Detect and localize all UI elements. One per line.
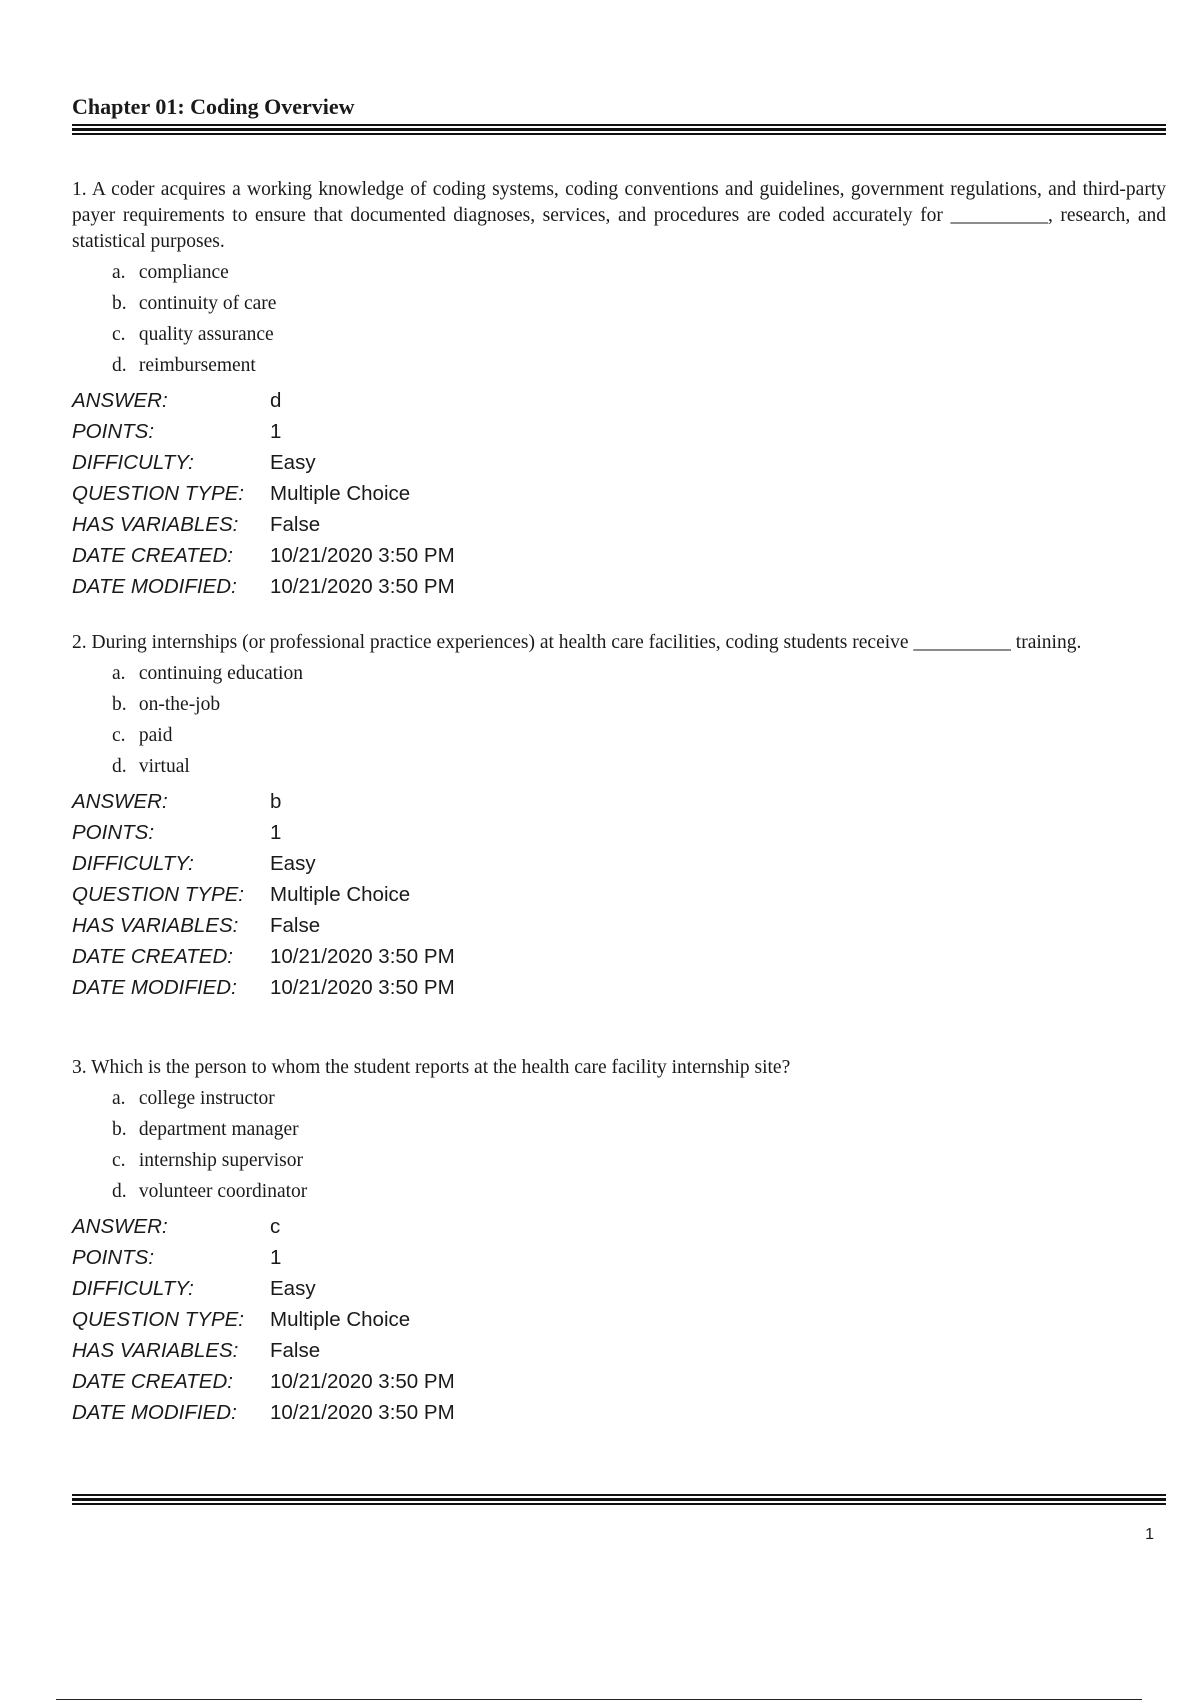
header-rule — [72, 124, 1166, 135]
meta-value: Easy — [270, 1277, 316, 1300]
option-c — [112, 1145, 1166, 1176]
meta-label: DATE CREATED: — [72, 544, 233, 567]
meta-value: Easy — [270, 451, 316, 474]
option-letter: d. — [112, 756, 127, 777]
meta-label: POINTS: — [72, 420, 155, 443]
answer-options — [72, 1083, 1166, 1207]
meta-label: DATE MODIFIED: — [72, 575, 237, 598]
option-letter: d. — [112, 1181, 127, 1202]
meta-value: b — [270, 790, 282, 813]
meta-value: c — [270, 1215, 281, 1238]
option-text: quality assurance — [138, 324, 274, 345]
meta-value: Easy — [270, 852, 316, 875]
option-b — [112, 288, 1166, 319]
meta-difficulty — [72, 848, 1166, 879]
meta-question-type — [72, 879, 1166, 910]
option-text: continuing education — [138, 663, 303, 684]
meta-value: d — [270, 389, 282, 412]
meta-label: POINTS: — [72, 821, 155, 844]
option-text: on-the-job — [138, 694, 221, 715]
meta-label: DIFFICULTY: — [72, 451, 194, 474]
meta-label: HAS VARIABLES: — [72, 914, 239, 937]
answer-options — [72, 257, 1166, 381]
meta-label: DIFFICULTY: — [72, 852, 194, 875]
meta-value: 10/21/2020 3:50 PM — [270, 575, 455, 598]
option-text: internship supervisor — [138, 1150, 303, 1171]
option-a — [112, 658, 1166, 689]
meta-value: 10/21/2020 3:50 PM — [270, 544, 455, 567]
option-letter: c. — [112, 1150, 126, 1171]
meta-label: QUESTION TYPE: — [72, 883, 244, 906]
meta-date-created — [72, 1366, 1166, 1397]
meta-label: DATE CREATED: — [72, 1370, 233, 1393]
option-letter: b. — [112, 1119, 127, 1140]
meta-points — [72, 817, 1166, 848]
option-text: paid — [138, 725, 173, 746]
meta-label: DATE MODIFIED: — [72, 976, 237, 999]
meta-value: 10/21/2020 3:50 PM — [270, 1401, 455, 1424]
footer-rule — [72, 1494, 1166, 1505]
option-d — [112, 1176, 1166, 1207]
rule-line — [72, 1498, 1166, 1501]
option-text: volunteer coordinator — [138, 1181, 308, 1202]
option-d — [112, 751, 1166, 782]
question-stem: 1. A coder acquires a working knowledge of coding systems, coding conventions and guidelines, government regulations, and third-party payer requirements to ensure that documented diagnoses, services, and procedures are coded accurately for __________, research, and statistical purposes. — [72, 179, 1166, 252]
meta-date-created — [72, 941, 1166, 972]
option-letter: a. — [112, 1088, 126, 1109]
question-3 — [72, 1055, 1166, 1428]
meta-value: False — [270, 1339, 321, 1362]
option-letter: c. — [112, 324, 126, 345]
question-2 — [72, 630, 1166, 1003]
meta-has-variables — [72, 1335, 1166, 1366]
meta-has-variables — [72, 509, 1166, 540]
rule-line — [72, 1494, 1166, 1496]
meta-question-type — [72, 478, 1166, 509]
meta-answer — [72, 786, 1166, 817]
option-a — [112, 1083, 1166, 1114]
meta-label: HAS VARIABLES: — [72, 513, 239, 536]
option-text: college instructor — [138, 1088, 275, 1109]
meta-date-modified — [72, 972, 1166, 1003]
meta-date-modified — [72, 571, 1166, 602]
meta-value: 10/21/2020 3:50 PM — [270, 1370, 455, 1393]
option-letter: d. — [112, 355, 127, 376]
question-stem: 3. Which is the person to whom the student reports at the health care facility internship site? — [72, 1057, 791, 1078]
meta-label: POINTS: — [72, 1246, 155, 1269]
meta-label: DATE CREATED: — [72, 945, 233, 968]
meta-question-type — [72, 1304, 1166, 1335]
page-number: 1 — [1145, 1526, 1154, 1543]
option-letter: c. — [112, 725, 126, 746]
meta-answer — [72, 1211, 1166, 1242]
chapter-title: Chapter 01: Coding Overview — [72, 94, 355, 119]
meta-label: QUESTION TYPE: — [72, 482, 244, 505]
question-metadata — [72, 385, 1166, 602]
option-c — [112, 319, 1166, 350]
rule-line — [72, 133, 1166, 135]
option-text: virtual — [138, 756, 190, 777]
option-a — [112, 257, 1166, 288]
question-metadata — [72, 1211, 1166, 1428]
meta-has-variables — [72, 910, 1166, 941]
meta-value: 10/21/2020 3:50 PM — [270, 976, 455, 999]
meta-label: DATE MODIFIED: — [72, 1401, 237, 1424]
meta-value: Multiple Choice — [270, 482, 411, 505]
question-metadata — [72, 786, 1166, 1003]
meta-label: DIFFICULTY: — [72, 1277, 194, 1300]
meta-value: 10/21/2020 3:50 PM — [270, 945, 455, 968]
option-text: compliance — [138, 262, 229, 283]
meta-value: 1 — [270, 420, 282, 443]
meta-date-created — [72, 540, 1166, 571]
option-text: department manager — [138, 1119, 299, 1140]
meta-label: ANSWER: — [72, 389, 168, 412]
option-text: reimbursement — [138, 355, 256, 376]
question-1 — [72, 177, 1166, 602]
option-c — [112, 720, 1166, 751]
option-letter: b. — [112, 293, 127, 314]
meta-value: False — [270, 914, 321, 937]
meta-points — [72, 1242, 1166, 1273]
meta-answer — [72, 385, 1166, 416]
meta-difficulty — [72, 1273, 1166, 1304]
meta-points — [72, 416, 1166, 447]
meta-difficulty — [72, 447, 1166, 478]
meta-label: HAS VARIABLES: — [72, 1339, 239, 1362]
meta-label: QUESTION TYPE: — [72, 1308, 244, 1331]
meta-date-modified — [72, 1397, 1166, 1428]
rule-line — [72, 128, 1166, 131]
option-text: continuity of care — [138, 293, 277, 314]
meta-value: 1 — [270, 821, 282, 844]
option-d — [112, 350, 1166, 381]
rule-line — [72, 124, 1166, 126]
meta-label: ANSWER: — [72, 790, 168, 813]
meta-value: Multiple Choice — [270, 1308, 411, 1331]
answer-options — [72, 658, 1166, 782]
option-letter: a. — [112, 663, 126, 684]
option-letter: b. — [112, 694, 127, 715]
meta-value: 1 — [270, 1246, 282, 1269]
meta-value: Multiple Choice — [270, 883, 411, 906]
option-b — [112, 689, 1166, 720]
meta-label: ANSWER: — [72, 1215, 168, 1238]
option-letter: a. — [112, 262, 126, 283]
option-b — [112, 1114, 1166, 1145]
meta-value: False — [270, 513, 321, 536]
rule-line — [72, 1503, 1166, 1505]
question-stem: 2. During internships (or professional practice experiences) at health care facilities, coding students receive __________ training. — [72, 632, 1082, 653]
